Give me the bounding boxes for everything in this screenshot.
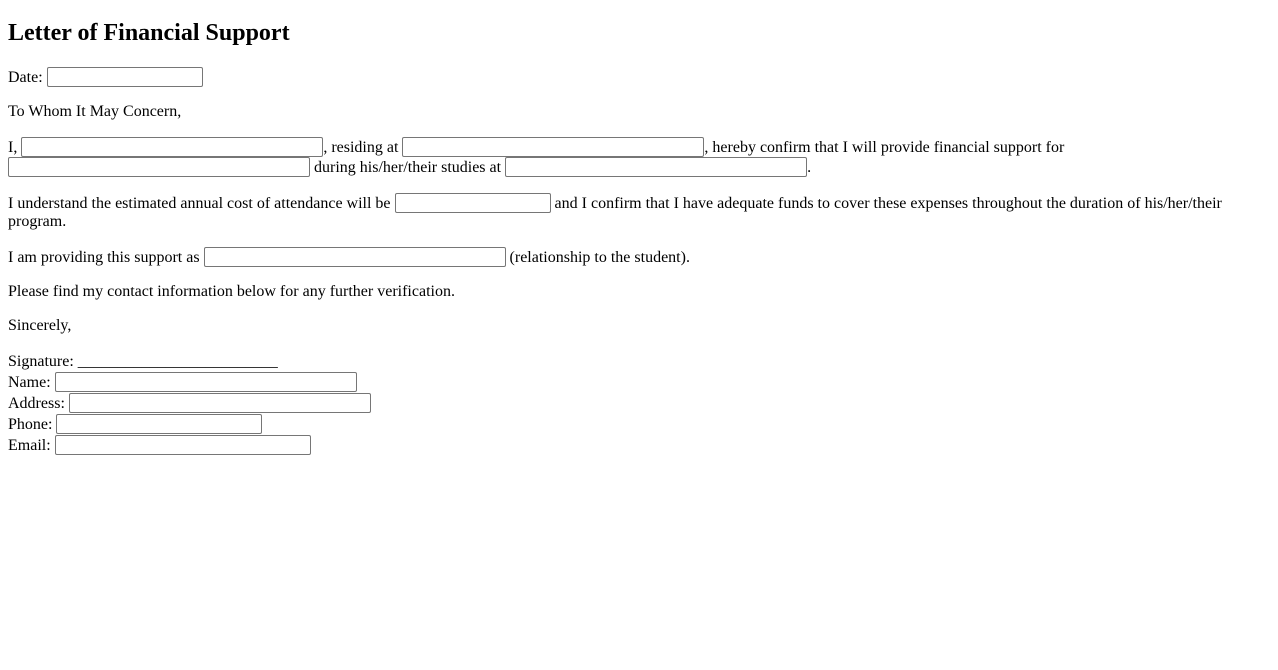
- signature-line: _________________________: [77, 353, 278, 370]
- relationship-seg-1: I am providing this support as: [8, 249, 200, 266]
- intro-paragraph: [8, 137, 1270, 177]
- signature-label: Signature:: [8, 353, 74, 370]
- sponsor-address-input[interactable]: [402, 137, 704, 157]
- verification-note: Please find my contact information below for any further verification.: [8, 283, 455, 300]
- cost-paragraph: [8, 193, 1270, 231]
- date-input[interactable]: [47, 67, 203, 87]
- relationship-input[interactable]: [204, 247, 506, 267]
- annual-cost-input[interactable]: [395, 193, 551, 213]
- intro-seg-3: , hereby confirm that I will provide financial support for: [704, 139, 1065, 156]
- phone-label: Phone:: [8, 416, 53, 433]
- name-label: Name:: [8, 374, 51, 391]
- relationship-seg-2: (relationship to the student).: [509, 249, 690, 266]
- contact-address-input[interactable]: [69, 393, 371, 413]
- contact-phone-input[interactable]: [56, 414, 262, 434]
- email-label: Email:: [8, 437, 51, 454]
- student-name-input[interactable]: [8, 157, 310, 177]
- intro-seg-5: .: [807, 159, 812, 176]
- date-line: [8, 67, 1270, 87]
- intro-seg-4: during his/her/their studies at: [314, 159, 502, 176]
- salutation: To Whom It May Concern,: [8, 103, 182, 120]
- sponsor-name-input[interactable]: [21, 137, 323, 157]
- page-title: Letter of Financial Support: [8, 20, 290, 46]
- intro-seg-2: , residing at: [323, 139, 399, 156]
- date-label: Date:: [8, 69, 43, 86]
- cost-seg-1: I understand the estimated annual cost of attendance will be: [8, 195, 391, 212]
- intro-seg-1: I,: [8, 139, 18, 156]
- relationship-paragraph: [8, 247, 1270, 267]
- contact-email-input[interactable]: [55, 435, 311, 455]
- institution-input[interactable]: [505, 157, 807, 177]
- closing: Sincerely,: [8, 317, 72, 334]
- contact-name-input[interactable]: [55, 372, 357, 392]
- contact-block: [8, 351, 1270, 456]
- address-label: Address:: [8, 395, 65, 412]
- financial-support-letter-form: [8, 20, 1270, 456]
- cost-seg-2: and I confirm that I have adequate funds to cover these expenses throughout the duration of his/her/their program.: [8, 195, 1222, 230]
